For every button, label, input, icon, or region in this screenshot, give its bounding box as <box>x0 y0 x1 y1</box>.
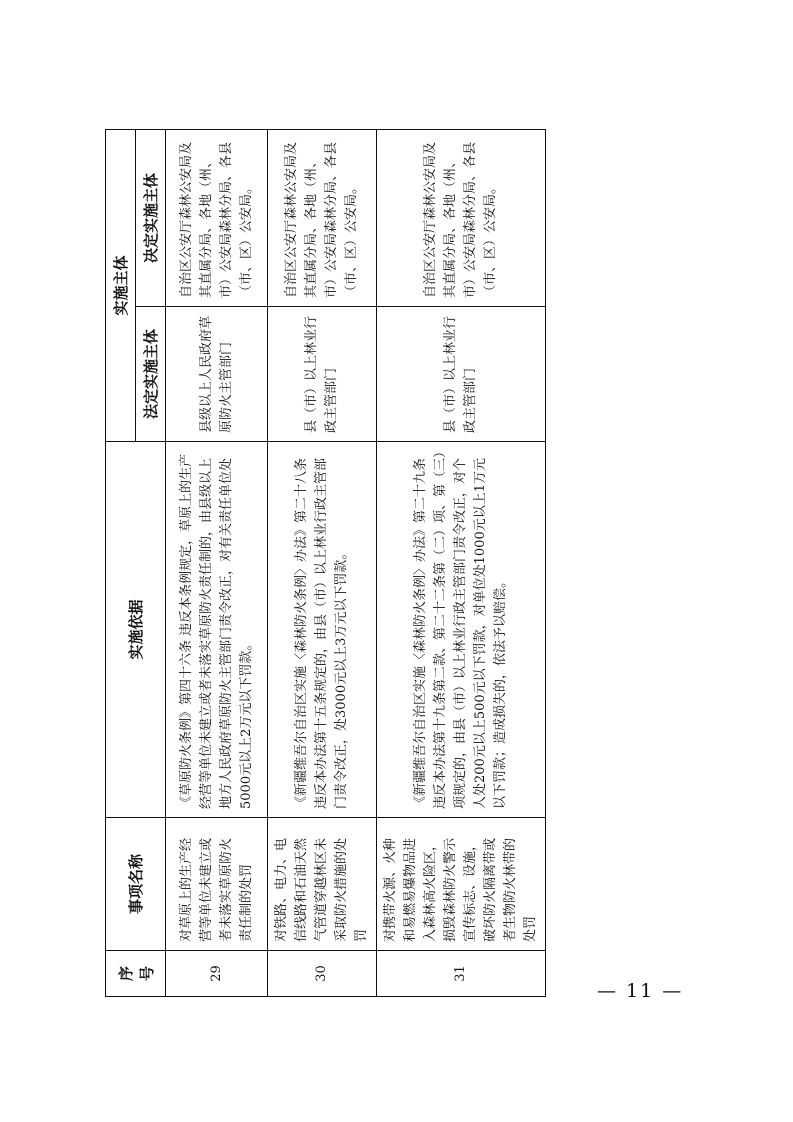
row-item-name: 对草原上的生产经营等单位未建立或者未落实草原防火责任制的处罚 <box>166 818 268 951</box>
table-row <box>377 129 546 996</box>
enforcement-table <box>105 129 546 997</box>
row-legal-subject: 县（市）以上林业行政主管部门 <box>268 307 377 442</box>
header-basis: 实施依据 <box>106 442 166 818</box>
row-seq: 30 <box>268 951 377 997</box>
header-seq: 序号 <box>106 951 166 997</box>
rotated-table-container <box>105 130 538 997</box>
row-legal-subject: 县（市）以上林业行政主管部门 <box>377 307 546 442</box>
header-legal-subject: 法定实施主体 <box>136 307 166 442</box>
row-item-name: 对携带火源、火种和易燃易爆物品进入森林高火险区，损毁森林防火警示宣传标志、设施，破坏防火隔离带或者生物防火林带的处罚 <box>377 818 546 951</box>
header-subject-group: 实施主体 <box>106 129 136 441</box>
row-item-name: 对铁路、电力、电信线路和石油天然气管道穿越林区未采取防火措施的处罚 <box>268 818 377 951</box>
row-decision-subject: 自治区公安厅森林公安局及其直属分局、各地（州、市）公安局森林分局、各县（市、区）公安局。 <box>377 129 546 306</box>
table-row <box>166 129 268 996</box>
row-decision-subject: 自治区公安厅森林公安局及其直属分局、各地（州、市）公安局森林分局、各县（市、区）公安局。 <box>268 129 377 306</box>
table-row <box>268 129 377 996</box>
row-seq: 31 <box>377 951 546 997</box>
header-item-name: 事项名称 <box>106 818 166 951</box>
header-decision-subject: 决定实施主体 <box>136 129 166 306</box>
row-basis: 《新疆维吾尔自治区实施〈森林防火条例〉办法》第二十八条 违反本办法第十五条规定的，由县（市）以上林业行政主管部门责令改正，处3000元以上3万元以下罚款。 <box>268 442 377 818</box>
row-legal-subject: 县级以上人民政府草原防火主管部门 <box>166 307 268 442</box>
row-basis: 《草原防火条例》第四十六条 违反本条例规定，草原上的生产经营等单位未建立或者未落实草原防火责任制的，由县级以上地方人民政府草原防火主管部门责令改正，对有关责任单位处5000元以上2万元以下罚款。 <box>166 442 268 818</box>
row-basis: 《新疆维吾尔自治区实施〈森林防火条例〉办法》第二十九条 违反本办法第十九条第二款、第二十二条第（二）项、第（三）项规定的，由县（市）以上林业行政主管部门责令改正，对个人处200元以上500元以下罚款，对单位处1000元以上1万元以下罚款；造成损失的，依法予以赔偿。 <box>377 442 546 818</box>
row-seq: 29 <box>166 951 268 997</box>
row-decision-subject: 自治区公安厅森林公安局及其直属分局、各地（州、市）公安局森林分局、各县（市、区）公安局。 <box>166 129 268 306</box>
page-number: — 11 — <box>597 980 684 1002</box>
